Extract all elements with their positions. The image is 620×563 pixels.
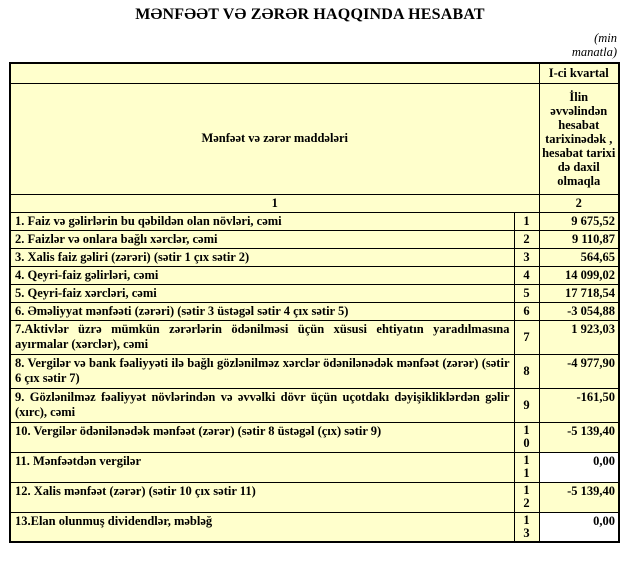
column-index-right: 2 xyxy=(539,194,619,212)
item-label: 6. Əməliyyat mənfəəti (zərəri) (sətir 3 üstəgəl sətir 4 çıx sətir 5) xyxy=(10,302,514,320)
item-value: -161,50 xyxy=(539,388,619,422)
item-number: 5 xyxy=(514,284,539,302)
table-row xyxy=(10,230,619,248)
item-label: 12. Xalis mənfəət (zərər) (sətir 10 çıx sətir 11) xyxy=(10,482,514,512)
table-row xyxy=(10,452,619,482)
table-row xyxy=(10,354,619,388)
item-value: 9 110,87 xyxy=(539,230,619,248)
item-value: -5 139,40 xyxy=(539,482,619,512)
item-number: 4 xyxy=(514,266,539,284)
item-label: 4. Qeyri-faiz gəlirləri, cəmi xyxy=(10,266,514,284)
period-header-row xyxy=(10,63,619,83)
item-value: 14 099,02 xyxy=(539,266,619,284)
item-label: 2. Faizlər və onlara bağlı xərclər, cəmi xyxy=(10,230,514,248)
table-row xyxy=(10,422,619,452)
report-table xyxy=(9,62,620,543)
empty-header-cell xyxy=(10,63,539,83)
item-label: 8. Vergilər və bank fəaliyyəti ilə bağlı gözlənilməz xərclər ödənilənədək mənfəət (zərər) (sətir 6 çıx sətir 7) xyxy=(10,354,514,388)
table-row xyxy=(10,302,619,320)
table-row xyxy=(10,320,619,354)
item-number: 8 xyxy=(514,354,539,388)
item-number: 2 xyxy=(514,230,539,248)
item-value: -5 139,40 xyxy=(539,422,619,452)
period-header-cell: I-ci kvartal xyxy=(539,63,619,83)
items-header-cell: Mənfəət və zərər maddələri xyxy=(10,83,539,194)
item-value: 0,00 xyxy=(539,512,619,542)
column-index-left: 1 xyxy=(10,194,539,212)
item-number: 3 xyxy=(514,248,539,266)
column-index-row xyxy=(10,194,619,212)
item-number: 6 xyxy=(514,302,539,320)
unit-note: (min manatla) xyxy=(571,31,617,59)
item-label: 3. Xalis faiz gəliri (zərəri) (sətir 1 çıx sətir 2) xyxy=(10,248,514,266)
item-label: 5. Qeyri-faiz xərcləri, cəmi xyxy=(10,284,514,302)
item-number: 1 xyxy=(514,212,539,230)
item-number: 7 xyxy=(514,320,539,354)
item-number: 9 xyxy=(514,388,539,422)
table-row xyxy=(10,512,619,542)
table-row xyxy=(10,482,619,512)
item-value: 1 923,03 xyxy=(539,320,619,354)
item-value: 9 675,52 xyxy=(539,212,619,230)
table-row xyxy=(10,284,619,302)
table-row xyxy=(10,248,619,266)
item-number: 13 xyxy=(514,512,539,542)
item-value: -4 977,90 xyxy=(539,354,619,388)
item-value: 0,00 xyxy=(539,452,619,482)
table-row xyxy=(10,266,619,284)
item-label: 9. Gözlənilməz fəaliyyət növlərindən və əvvəlki dövr üçün uçotdakı dəyişikliklərdən gəlir (xırc), cəmi xyxy=(10,388,514,422)
item-label: 13.Elan olunmuş dividendlər, məbləğ xyxy=(10,512,514,542)
column-header-row xyxy=(10,83,619,194)
item-label: 7.Aktivlər üzrə mümkün zərərlərin ödənilməsi üçün xüsusi ehtiyatın yaradılmasına ayırmalar (xərclər), cəmi xyxy=(10,320,514,354)
item-number: 11 xyxy=(514,452,539,482)
item-label: 10. Vergilər ödənilənədək mənfəət (zərər) (sətir 8 üstəgəl (çıx) sətir 9) xyxy=(10,422,514,452)
table-row xyxy=(10,388,619,422)
period-subheader-cell: İlin əvvəlindən hesabat tarixinədək , hesabat tarixi də daxil olmaqla xyxy=(539,83,619,194)
item-label: 11. Mənfəətdən vergilər xyxy=(10,452,514,482)
item-value: 564,65 xyxy=(539,248,619,266)
item-label: 1. Faiz və gəlirlərin bu qəbildən olan növləri, cəmi xyxy=(10,212,514,230)
item-number: 12 xyxy=(514,482,539,512)
item-number: 10 xyxy=(514,422,539,452)
item-value: -3 054,88 xyxy=(539,302,619,320)
page-title: MƏNFƏƏT VƏ ZƏRƏR HAQQINDA HESABAT xyxy=(135,6,485,23)
item-value: 17 718,54 xyxy=(539,284,619,302)
table-row xyxy=(10,212,619,230)
